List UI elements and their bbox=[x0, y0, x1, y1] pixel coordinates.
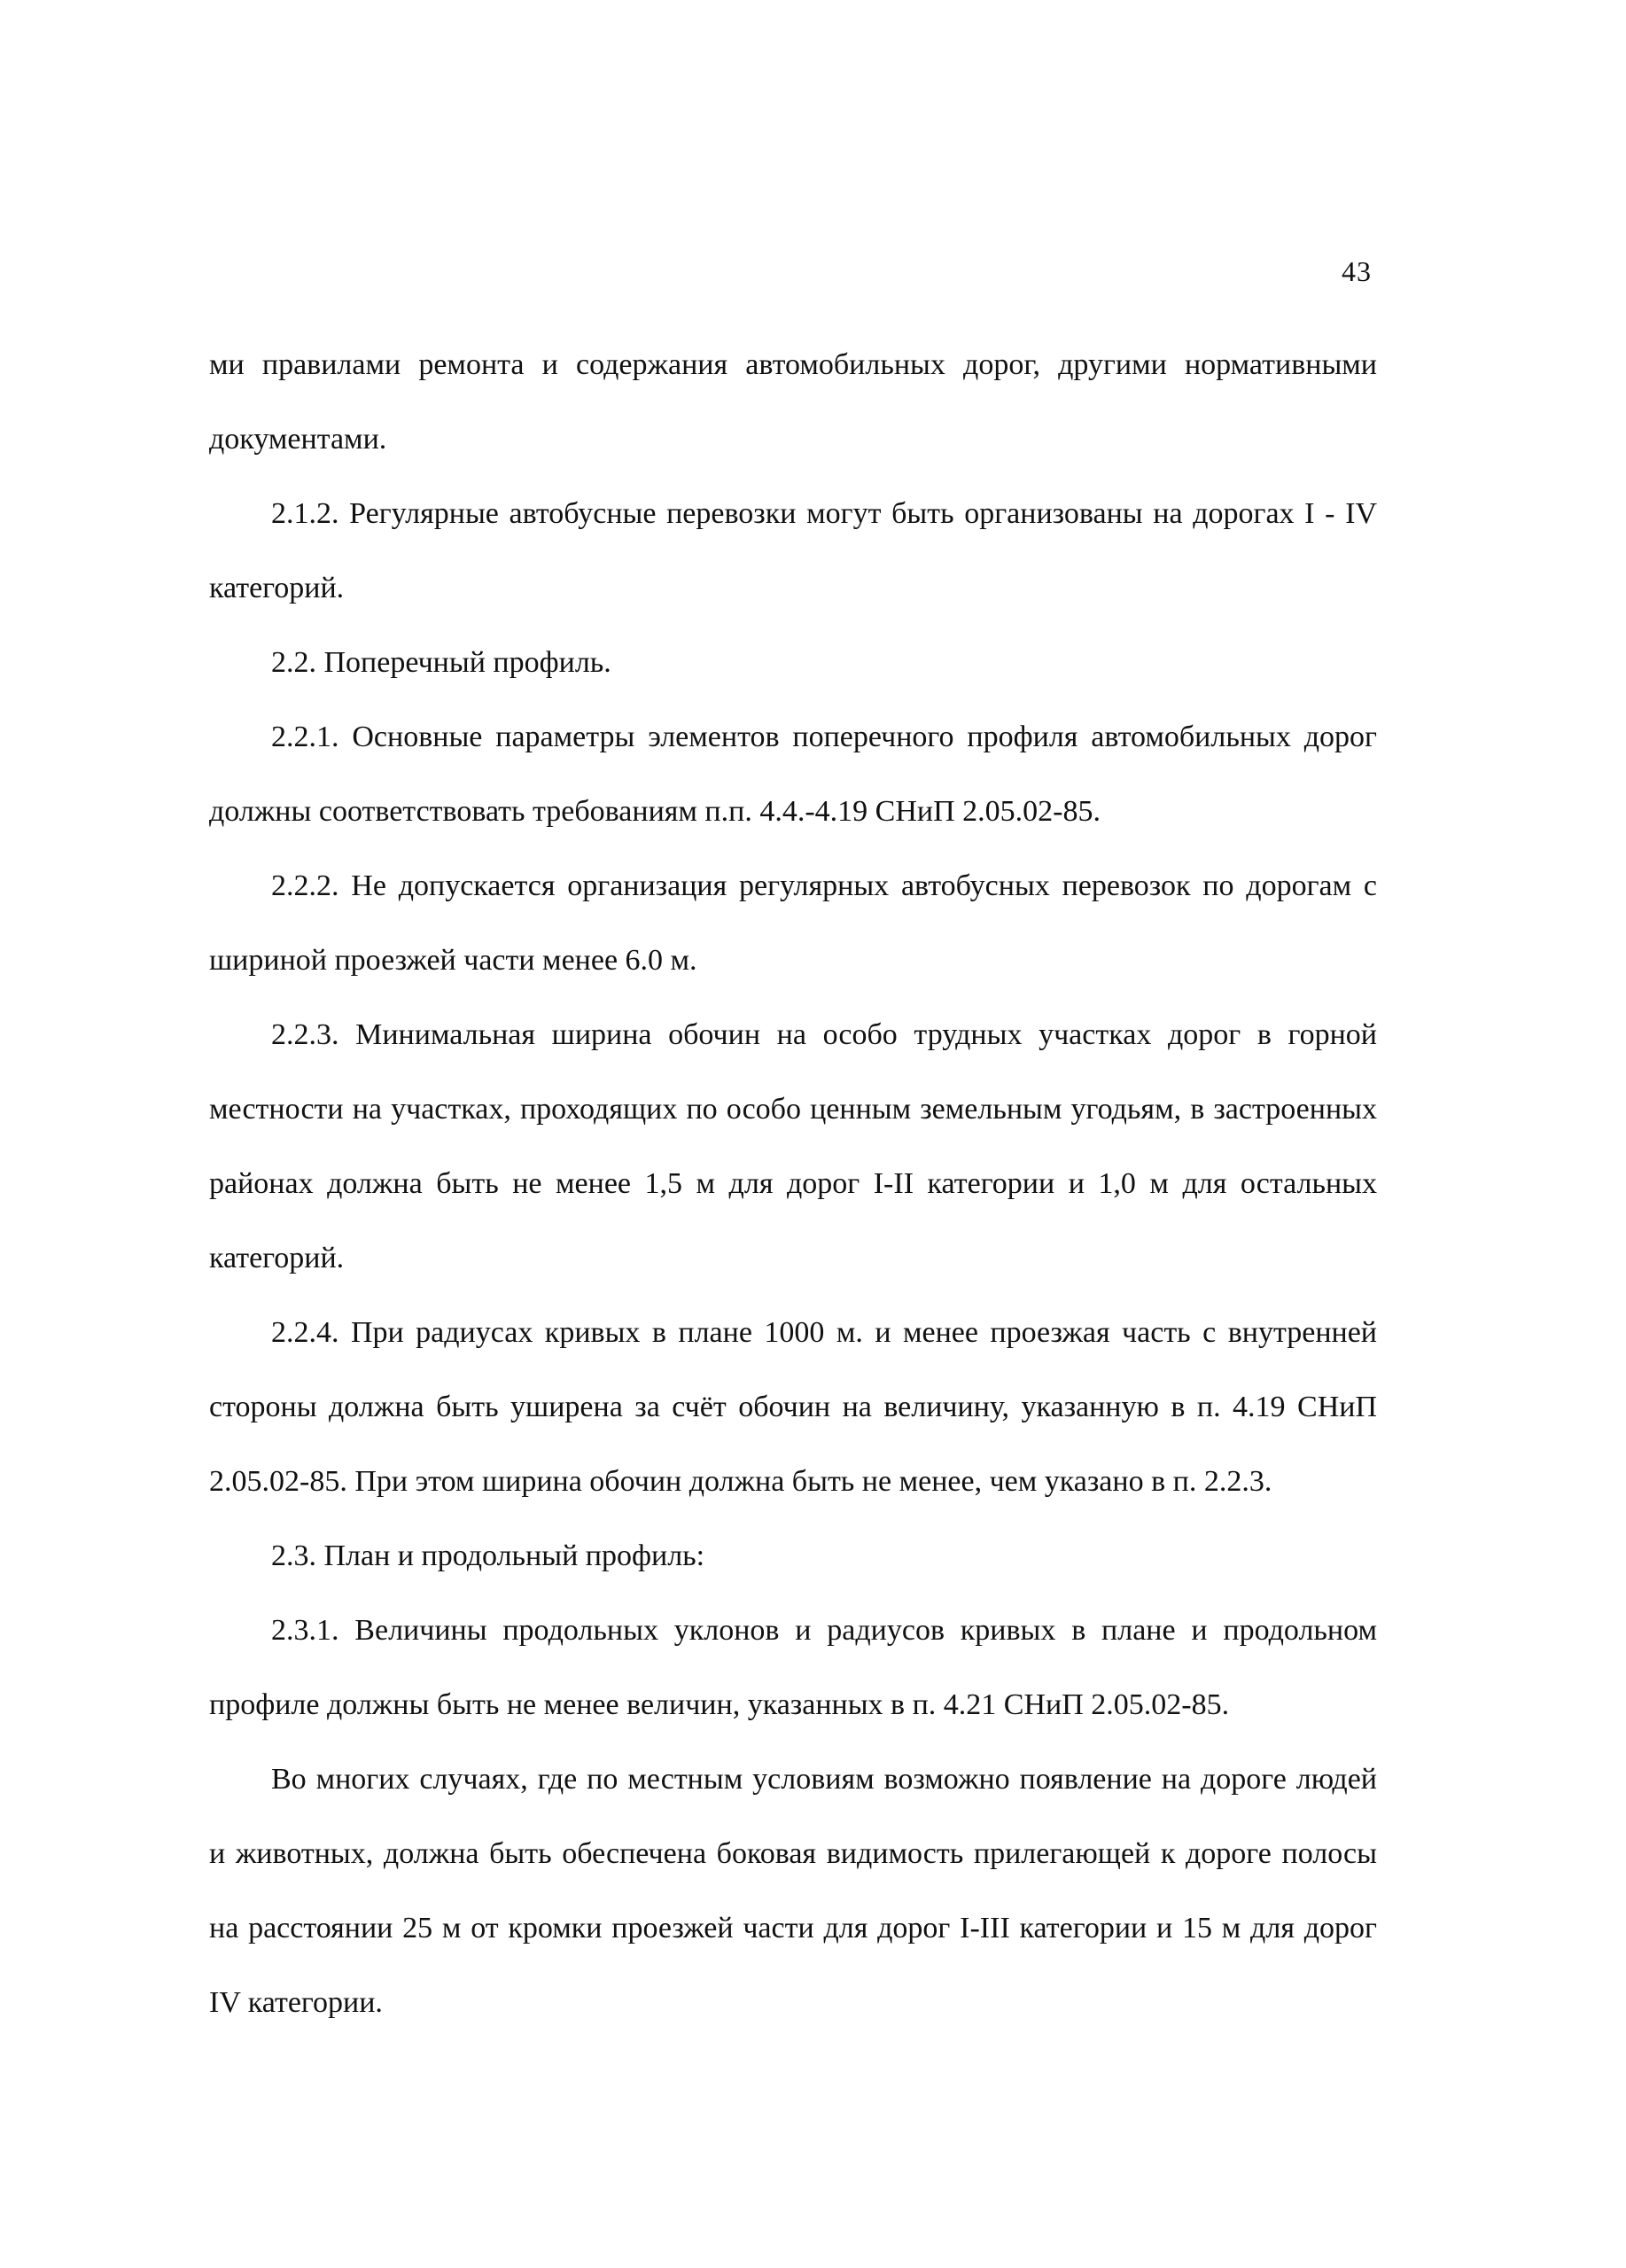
page-number: 43 bbox=[1342, 255, 1372, 287]
paragraph-2-2-3: 2.2.3. Минимальная ширина обочин на особо трудных участках дорог в горной местности на участках, проходящих по особо ценным земельным угодьям, в застроенных районах должна быть не менее 1,5 м для дорог I-II категории и 1,0 м для остальных категорий. bbox=[209, 1018, 1377, 1274]
paragraph-visibility: Во многих случаях, где по местным условиям возможно появление на дороге людей и животных, должна быть обеспечена боковая видимость прилегающей к дороге полосы на расстоянии 25 м от кромки проезжей части для дорог I-III категории и 15 м для дорог IV категории. bbox=[209, 1763, 1377, 2019]
section-heading-2-3: 2.3. План и продольный профиль: bbox=[271, 1539, 705, 1572]
paragraph-2-1-2: 2.1.2. Регулярные автобусные перевозки могут быть организованы на дорогах I - IV категорий. bbox=[209, 497, 1377, 604]
paragraph-2-2-4: 2.2.4. При радиусах кривых в плане 1000 м. и менее проезжая часть с внутренней стороны должна быть уширена за счёт обочин на величину, указанную в п. 4.19 СНиП 2.05.02-85. При этом ширина обочин должна быть не менее, чем указано в п. 2.2.3. bbox=[209, 1316, 1377, 1498]
document-body bbox=[209, 328, 1377, 2040]
paragraph-continuation: ми правилами ремонта и содержания автомобильных дорог, другими нормативными документами. bbox=[209, 348, 1377, 456]
section-heading-2-2: 2.2. Поперечный профиль. bbox=[271, 646, 611, 679]
paragraph-2-2-1: 2.2.1. Основные параметры элементов поперечного профиля автомобильных дорог должны соответствовать требованиям п.п. 4.4.-4.19 СНиП 2.05.02-85. bbox=[209, 721, 1377, 828]
paragraph-2-2-2: 2.2.2. Не допускается организация регулярных автобусных перевозок по дорогам с шириной проезжей части менее 6.0 м. bbox=[209, 869, 1377, 977]
paragraph-2-3-1: 2.3.1. Величины продольных уклонов и радиусов кривых в плане и продольном профиле должны быть не менее величин, указанных в п. 4.21 СНиП 2.05.02-85. bbox=[209, 1614, 1377, 1721]
